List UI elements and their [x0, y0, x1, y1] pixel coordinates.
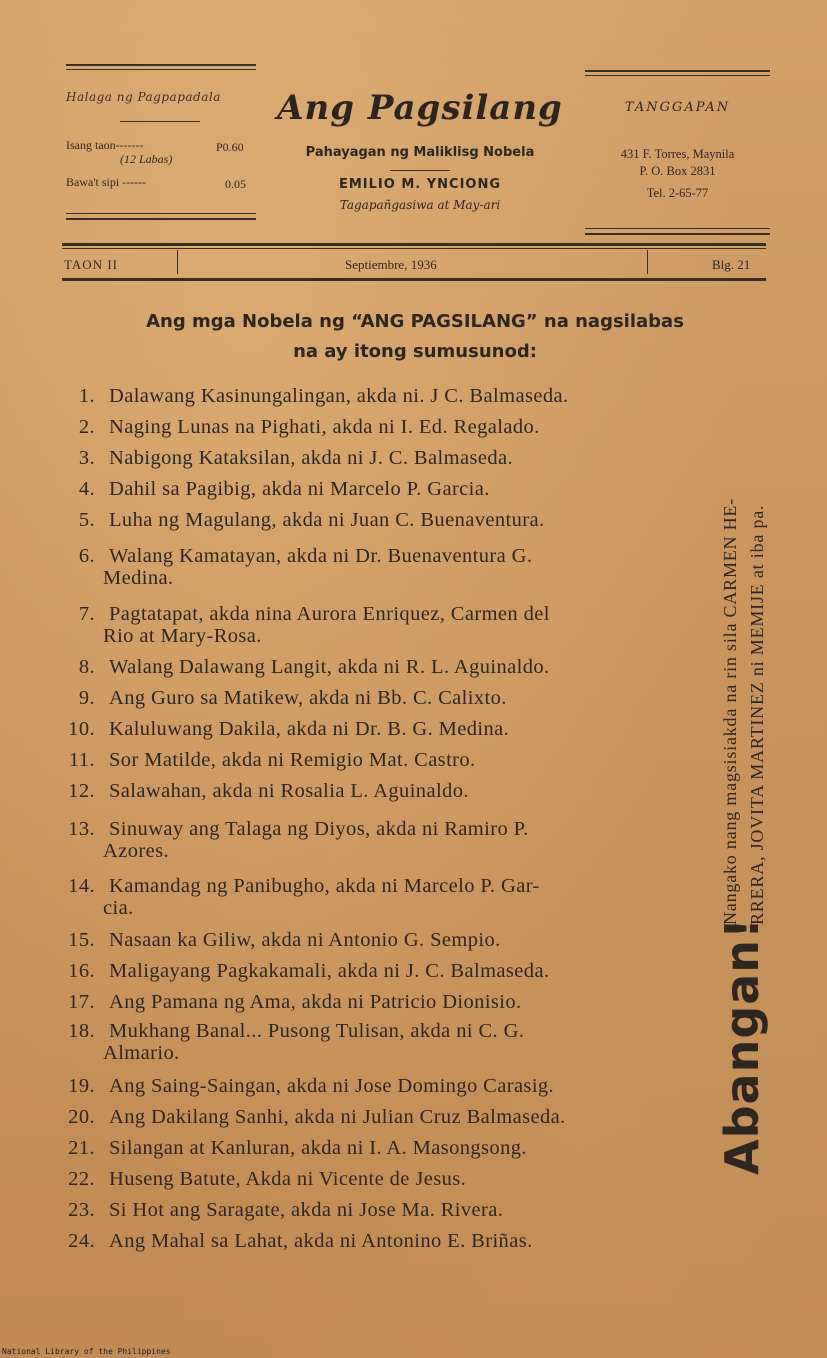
- novel-text: Ang Guro sa Matikew, akda ni Bb. C. Calixto.: [109, 687, 507, 709]
- issue-bar-sep-left: [177, 250, 178, 274]
- office-box: P. O. Box 2831: [639, 164, 716, 178]
- rate-title: Halaga ng Pagpapadala: [66, 90, 221, 104]
- novel-text: Walang Kamatayan, akda ni Dr. Buenaventura G.: [109, 545, 533, 567]
- issue-date: Septiembre, 1936: [345, 257, 437, 272]
- novel-text: Dalawang Kasinungalingan, akda ni. J C. Balmaseda.: [109, 385, 569, 407]
- novel-text: Mukhang Banal... Pusong Tulisan, akda ni C. G.: [109, 1020, 525, 1042]
- novel-item: [45, 718, 715, 740]
- novel-text: Luha ng Magulang, akda ni Juan C. Buenaventura.: [109, 509, 545, 531]
- masthead-subtitle: Pahayagan ng Maliklisg Nobela: [305, 145, 535, 160]
- list-heading-line2: na ay itong sumusunod:: [293, 341, 537, 362]
- novel-text: Si Hot ang Saragate, akda ni Jose Ma. Rivera.: [109, 1199, 504, 1221]
- novel-item: [45, 1199, 715, 1221]
- novel-item: [45, 1106, 715, 1128]
- novel-item: [45, 780, 715, 802]
- header-rule-left-top2: [66, 69, 256, 70]
- novel-text: Maligayang Pagkakamali, akda ni J. C. Balmaseda.: [109, 960, 550, 982]
- novel-number: 12.: [68, 780, 95, 802]
- novel-item: [45, 929, 715, 951]
- issue-bar-sep-right: [647, 250, 648, 274]
- novel-number: 21.: [68, 1137, 95, 1159]
- novel-text: Ang Dakilang Sanhi, akda ni Julian Cruz Balmaseda.: [109, 1106, 566, 1128]
- masthead-title: Ang Pagsilang: [277, 88, 563, 128]
- novel-text: Walang Dalawang Langit, akda ni R. L. Aguinaldo.: [109, 656, 550, 678]
- side-note-line2: RRERA, JOVITA MARTINEZ ni MEMIJE at iba pa.: [747, 504, 767, 925]
- novel-text: Sinuway ang Talaga ng Diyos, akda ni Ramiro P.: [109, 818, 529, 840]
- novel-item: [45, 875, 715, 919]
- novel-number: 17.: [68, 991, 95, 1013]
- novel-number: 7.: [78, 603, 95, 625]
- yearly-note: (12 Labas): [120, 152, 173, 166]
- abangan-banner: [712, 916, 772, 1175]
- editor-role: Tagapañgasiwa at May-ari: [339, 198, 501, 212]
- novel-text: Huseng Batute, Akda ni Vicente de Jesus.: [109, 1168, 467, 1190]
- copy-row: [66, 175, 146, 190]
- novel-number: 14.: [68, 875, 95, 897]
- novel-item: [45, 416, 715, 438]
- novel-item: [45, 1075, 715, 1097]
- header-rule-right-top: [585, 70, 770, 72]
- novel-item: [45, 687, 715, 709]
- copy-price: 0.05: [225, 177, 246, 191]
- novel-item: [45, 447, 715, 469]
- novel-number: 10.: [68, 718, 95, 740]
- novel-item: [45, 991, 715, 1013]
- abangan-text: Abangan!: [715, 916, 769, 1175]
- novel-number: 24.: [68, 1230, 95, 1252]
- novel-number: 6.: [78, 545, 95, 567]
- novel-number: 23.: [68, 1199, 95, 1221]
- yearly-label: Isang taon: [66, 138, 116, 152]
- novel-text: Ang Saing-Saingan, akda ni Jose Domingo Carasig.: [109, 1075, 555, 1097]
- novel-number: 18.: [68, 1020, 95, 1042]
- novel-text-continued: Almario.: [103, 1042, 180, 1064]
- novel-text: Nabigong Kataksilan, akda ni J. C. Balmaseda.: [109, 447, 513, 469]
- novel-number: 11.: [68, 749, 95, 771]
- copy-leader: ------: [122, 175, 147, 189]
- novel-number: 3.: [78, 447, 95, 469]
- issue-bar-top-rule: [62, 243, 766, 246]
- office-title: TANGGAPAN: [624, 100, 731, 115]
- novel-number: 8.: [78, 656, 95, 678]
- issue-bar-top-rule2: [62, 248, 766, 249]
- novel-text: Dahil sa Pagibig, akda ni Marcelo P. Garcia.: [109, 478, 490, 500]
- side-note: [717, 380, 777, 925]
- novel-text: Ang Pamana ng Ama, akda ni Patricio Dionisio.: [109, 991, 522, 1013]
- novel-number: 16.: [68, 960, 95, 982]
- novel-text: Kaluluwang Dakila, akda ni Dr. B. G. Medina.: [109, 718, 510, 740]
- novel-number: 20.: [68, 1106, 95, 1128]
- side-note-line1: Nangako nang magsisiakda na rin sila CARMEN HE-: [720, 497, 740, 925]
- novel-number: 4.: [78, 478, 95, 500]
- novel-item: [45, 1020, 715, 1064]
- novel-number: 15.: [68, 929, 95, 951]
- novel-item: [45, 1137, 715, 1159]
- novel-text: Silangan at Kanluran, akda ni I. A. Masongsong.: [109, 1137, 527, 1159]
- novel-item: [45, 960, 715, 982]
- novel-item: [45, 478, 715, 500]
- yearly-price: P0.60: [216, 140, 244, 154]
- novel-number: 13.: [68, 818, 95, 840]
- header-rule-left-bottom: [66, 213, 256, 214]
- novel-item: [45, 1230, 715, 1252]
- masthead-divider: [390, 170, 450, 171]
- novel-number: 19.: [68, 1075, 95, 1097]
- novel-text: Kamandag ng Panibugho, akda ni Marcelo P. Gar-: [109, 875, 540, 897]
- header-rule-right-bottom: [585, 228, 770, 229]
- office-tel: Tel. 2-65-77: [646, 186, 709, 200]
- footer-credit: National Library of the Philippines: [2, 1347, 171, 1356]
- novel-number: 9.: [78, 687, 95, 709]
- issue-bar-bottom-rule: [62, 278, 766, 281]
- novel-text: Sor Matilde, akda ni Remigio Mat. Castro.: [109, 749, 476, 771]
- list-heading-line1: Ang mga Nobela ng “ANG PAGSILANG” na nagsilabas: [146, 311, 684, 332]
- issue-volume: TAON II: [64, 257, 118, 272]
- copy-label: Bawa't sipi: [66, 175, 120, 189]
- novel-text: Pagtatapat, akda nina Aurora Enriquez, Carmen del: [109, 603, 550, 625]
- editor-name: EMILIO M. YNCIONG: [338, 177, 502, 192]
- novel-item: [45, 603, 715, 647]
- novel-item: [45, 545, 715, 589]
- novel-text: Salawahan, akda ni Rosalia L. Aguinaldo.: [109, 780, 469, 802]
- yearly-leader: -------: [115, 138, 144, 152]
- novel-text: Ang Mahal sa Lahat, akda ni Antonino E. Briñas.: [109, 1230, 533, 1252]
- novel-item: [45, 509, 715, 531]
- novel-number: 22.: [68, 1168, 95, 1190]
- novel-text-continued: Medina.: [103, 567, 174, 589]
- novel-item: [45, 656, 715, 678]
- novel-item: [45, 818, 715, 862]
- header-rule-right-bottom2: [585, 233, 770, 235]
- office-address: 431 F. Torres, Maynila: [620, 147, 735, 161]
- novel-text: Nasaan ka Giliw, akda ni Antonio G. Sempio.: [109, 929, 501, 951]
- novel-text: Naging Lunas na Pighati, akda ni I. Ed. Regalado.: [109, 416, 540, 438]
- header-rule-left-bottom2: [66, 218, 256, 220]
- novel-number: 2.: [78, 416, 95, 438]
- novel-number: 1.: [78, 385, 95, 407]
- yearly-row: [66, 138, 144, 153]
- novel-text-continued: Rio at Mary-Rosa.: [103, 625, 262, 647]
- novel-number: 5.: [78, 509, 95, 531]
- novel-item: [45, 385, 715, 407]
- issue-number: Blg. 21: [712, 257, 751, 272]
- novel-item: [45, 749, 715, 771]
- header-rule-left-top: [66, 64, 256, 66]
- novel-text-continued: Azores.: [103, 840, 169, 862]
- header-rule-right-top2: [585, 75, 770, 76]
- rate-title-underline: [120, 121, 200, 122]
- novel-item: [45, 1168, 715, 1190]
- novel-text-continued: cia.: [103, 897, 134, 919]
